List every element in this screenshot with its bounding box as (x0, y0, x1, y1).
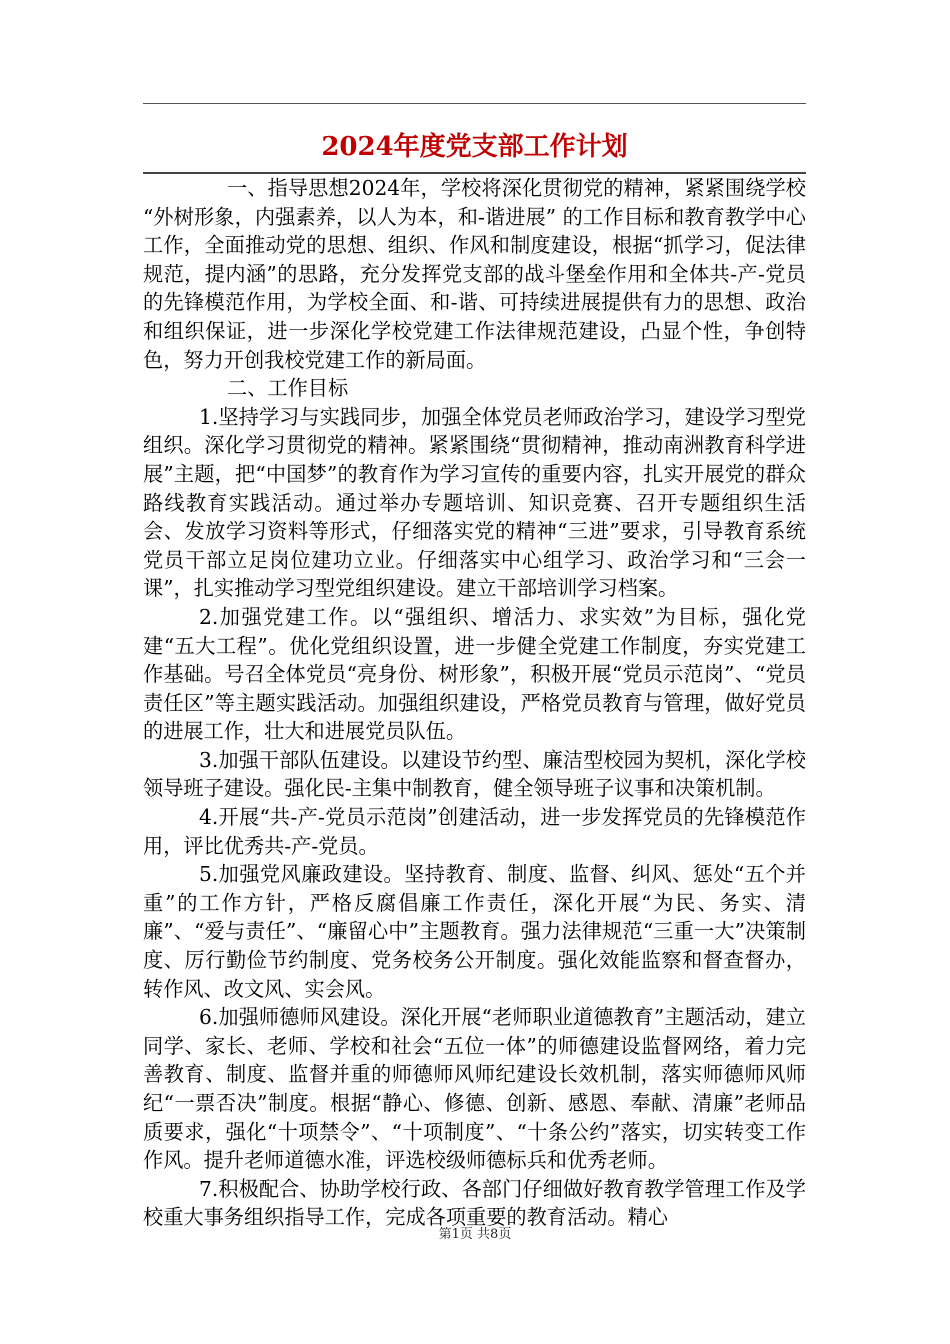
paragraph-item-1: 1.坚持学习与实践同步，加强全体党员老师政治学习，建设学习型党组织。深化学习贯彻党的精神。紧紧围绕“贯彻精神，推动南洲教育科学进展”主题，把“中国梦”的教育作为学习宣传的重要内容，扎实开展党的群众路线教育实践活动。通过举办专题培训、知识竞赛、召开专题组织生活会、发放学习资料等形式，仔细落实党的精神“三进”要求，引导教育系统党员干部立足岗位建功立业。仔细落实中心组学习、政治学习和“三会一课”，扎实推动学习型党组织建设。建立干部培训学习档案。 (143, 404, 806, 601)
paragraph-item-3: 3.加强干部队伍建设。以建设节约型、廉洁型校园为契机，深化学校领导班子建设。强化民-主集中制教育，健全领导班子议事和决策机制。 (143, 747, 806, 801)
page-number-footer: 第1页 共8页 (438, 1227, 512, 1242)
document-title: 2024年度党支部工作计划 (321, 132, 628, 162)
document-body (143, 174, 806, 1232)
paragraph-item-5: 5.加强党风廉政建设。坚持教育、制度、监督、纠风、惩处“五个并重”的工作方针，严格反腐倡廉工作责任，深化开展“为民、务实、清廉”、“爱与责任”、“廉留心中”主题教育。强力法律规范“三重一大”决策制度、厉行勤俭节约制度、党务校务公开制度。强化效能监察和督查督办，转作风、改文风、实会风。 (143, 862, 806, 1001)
paragraph-guiding-ideology: 一、指导思想2024年，学校将深化贯彻党的精神，紧紧围绕学校 “外树形象，内强素养，以人为本，和-谐进展” 的工作目标和教育教学中心工作，全面推动党的思想、组织、作风和制度建设，根据“抓学习，促法律规范，提内涵”的思路，充分发挥党支部的战斗堡垒作用和全体共-产-党员的先锋模范作用，为学校全面、和-谐、可持续进展提供有力的思想、政治和组织保证，进一步深化学校党建工作法律规范建设，凸显个性，争创特色，努力开创我校党建工作的新局面。 (143, 176, 806, 372)
paragraph-item-2: 2.加强党建工作。以“强组织、增活力、求实效”为目标，强化党建“五大工程”。优化党组织设置，进一步健全党建工作制度，夯实党建工作基础。号召全体党员“亮身份、树形象”，积极开展“党员示范岗”、“党员责任区”等主题实践活动。加强组织建设，严格党员教育与管理，做好党员的进展工作，壮大和进展党员队伍。 (143, 604, 806, 744)
paragraph-item-7: 7.积极配合、协助学校行政、各部门仔细做好教育教学管理工作及学校重大事务组织指导工作，完成各项重要的教育活动。精心 (143, 1176, 806, 1230)
section-heading-work-goals: 二、工作目标 (227, 376, 349, 401)
paragraph-item-6: 6.加强师德师风建设。深化开展“老师职业道德教育”主题活动，建立同学、家长、老师、学校和社会“五位一体”的师德建设监督网络，着力完善教育、制度、监督并重的师德师风师纪建设长效机制，落实师德师风师纪“一票否决”制度。根据“静心、修德、创新、感恩、奉献、清廉”老师品质要求，强化“十项禁令”、“十项制度”、“十条公约”落实，切实转变工作作风。提升老师道德水准，评选校级师德标兵和优秀老师。 (143, 1005, 806, 1173)
paragraph-item-4: 4.开展“共-产-党员示范岗”创建活动，进一步发挥党员的先锋模范作用，评比优秀共-产-党员。 (143, 805, 806, 858)
header-rule (143, 103, 806, 104)
